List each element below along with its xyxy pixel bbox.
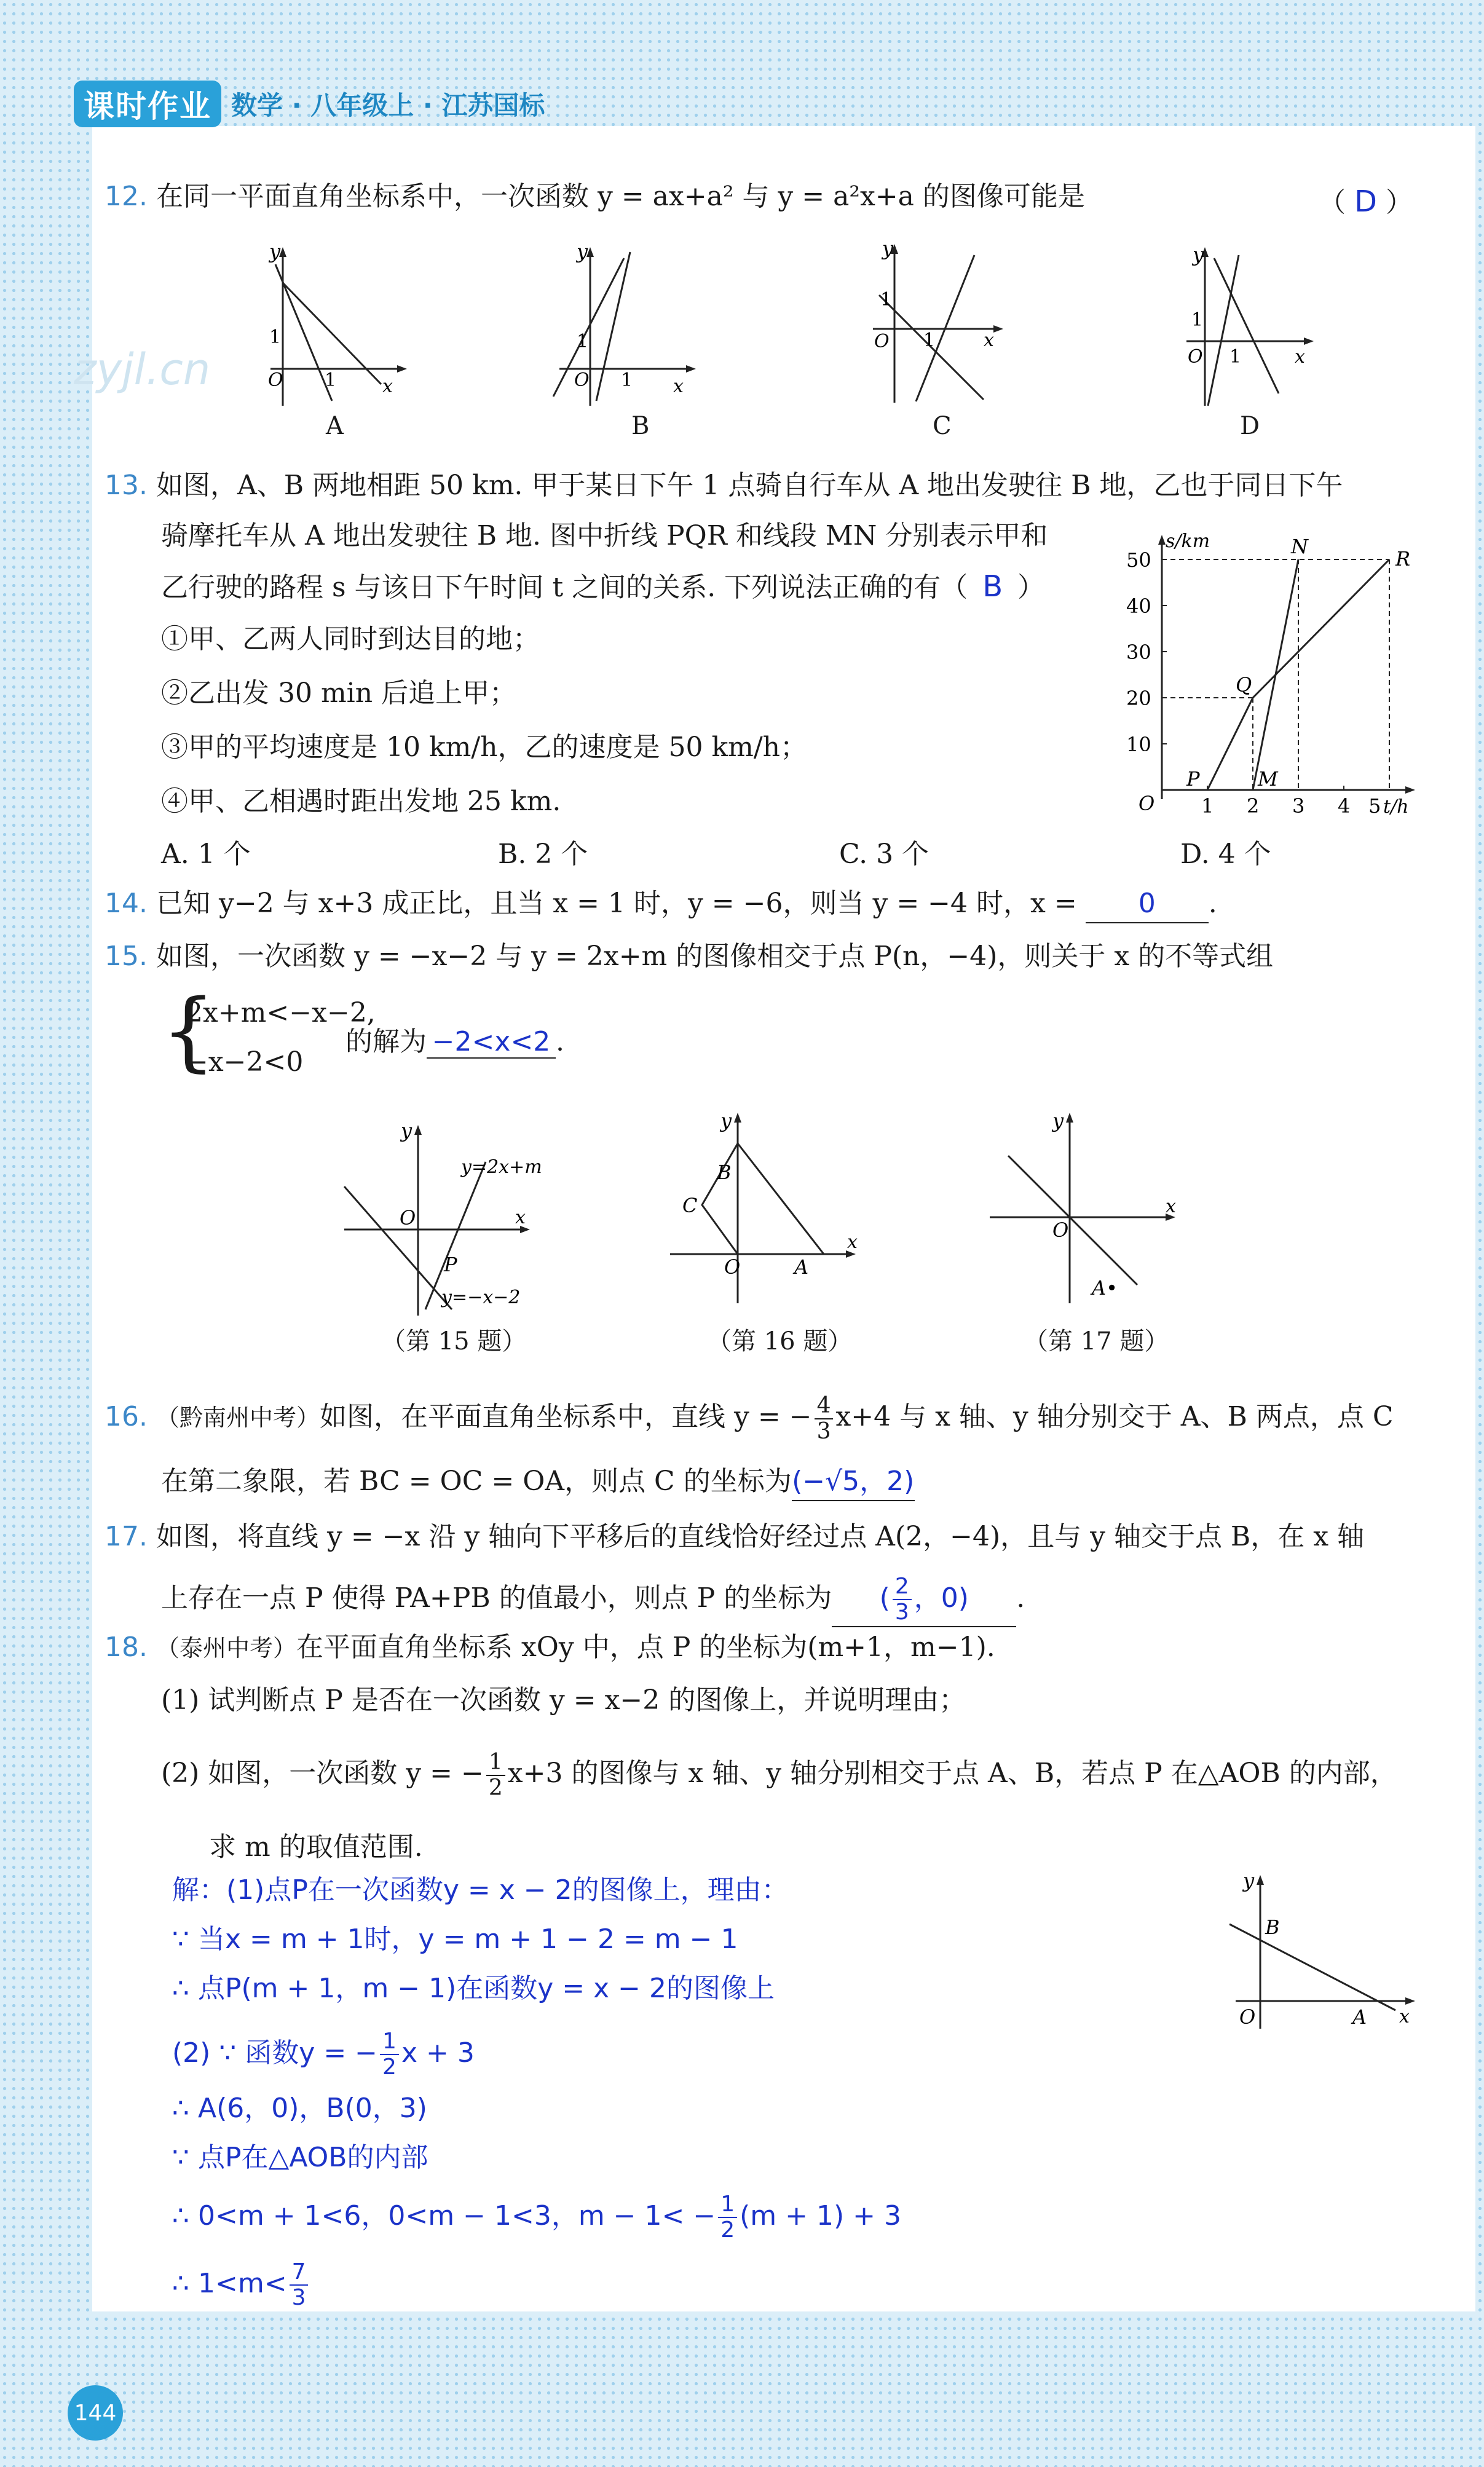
q13-choice-d: D. 4 个: [1180, 839, 1271, 870]
q15-mid-text: 的解为: [345, 1026, 427, 1057]
q13-xtick-2: 2: [1247, 794, 1260, 818]
q12-graph-a: [264, 240, 418, 418]
q15-answer: −2<x<2: [432, 1026, 551, 1057]
q12-answer: D: [1354, 184, 1377, 219]
solution-frac-4: [380, 2029, 399, 2080]
q12-option-b: B: [631, 412, 650, 440]
solution-line-7: [172, 2185, 901, 2247]
solution-line-4a: (2) ∵ 函数y = −: [172, 2037, 378, 2069]
q18-part2-c: 求 m 的取值范围.: [209, 1831, 423, 1863]
q18-point-a: A: [1352, 2005, 1367, 2029]
solution-line-8: [172, 2253, 310, 2315]
svg-text:1: 1: [880, 289, 893, 310]
q16-text-a: 如图，在平面直角坐标系中，直线 y = −: [320, 1401, 812, 1432]
svg-text:O: O: [574, 369, 590, 391]
q15-graph: [332, 1119, 566, 1322]
q14-text: 已知 y−2 与 x+3 成正比，且当 x = 1 时，y = −6，则当 y = −4 时，x =: [156, 888, 1077, 919]
q16-blank: [792, 1463, 915, 1501]
q16-graph: [664, 1107, 885, 1309]
q18-text-1: 在平面直角坐标系 xOy 中，点 P 的坐标为(m+1，m−1).: [296, 1632, 995, 1663]
q16-frac-den: 3: [816, 1418, 831, 1444]
q18-part2-a: (2) 如图，一次函数 y = −: [161, 1758, 484, 1789]
q13-line3: [161, 568, 1044, 606]
q13-ytick-50: 50: [1126, 548, 1151, 572]
q13-choice-b: B. 2 个: [498, 839, 588, 870]
q17-text-1: 如图，将直线 y = −x 沿 y 轴向下平移后的直线恰好经过点 A(2，−4)，且与 y 轴交于点 B，在 x 轴: [156, 1521, 1365, 1552]
q17-origin: O: [1052, 1218, 1069, 1242]
q13-point-m: M: [1258, 767, 1278, 791]
q16-point-a: A: [794, 1255, 809, 1279]
q12-paren-open: （: [1319, 187, 1346, 218]
q15-tail: .: [556, 1026, 564, 1057]
q13-graph: [1125, 529, 1432, 818]
solution-frac-7: [718, 2192, 737, 2243]
q16-text-2: 在第二象限，若 BC = OC = OA，则点 C 的坐标为: [161, 1466, 792, 1497]
q17-y-label: y: [1052, 1109, 1064, 1132]
header: [74, 79, 545, 129]
svg-text:1: 1: [577, 331, 589, 352]
q15-line-label-1: y=2x+m: [461, 1156, 542, 1178]
q17-blank: [832, 1571, 1016, 1627]
q15-x-label: x: [515, 1207, 526, 1228]
q13-number: 13.: [105, 470, 148, 501]
svg-text:1: 1: [1229, 346, 1242, 368]
q13-answer: B: [982, 569, 1003, 604]
q18-part2: [161, 1746, 1397, 1801]
watermark: zyjl.cn: [74, 344, 211, 395]
q13-line1: [105, 467, 1343, 504]
q17-tail: .: [1016, 1582, 1025, 1614]
q13-statement-2: ②乙出发 30 min 后追上甲；: [161, 677, 517, 709]
q13-choice-a: A. 1 个: [161, 839, 251, 870]
svg-text:1: 1: [621, 369, 633, 391]
solution-frac-8-num: 7: [290, 2260, 309, 2286]
solution-line-4: [172, 2023, 475, 2084]
q16-answer: (−√5，2): [792, 1466, 915, 1497]
q17-number: 17.: [105, 1521, 148, 1552]
q12-graph-c: [861, 237, 1020, 415]
solution-frac-8-den: 3: [291, 2285, 306, 2310]
svg-text:y: y: [1193, 243, 1204, 266]
svg-text:O: O: [1188, 346, 1203, 368]
q13-xtick-5: 5: [1368, 794, 1381, 818]
q16-origin: O: [724, 1255, 741, 1279]
fig17-caption: （第 17 题）: [1024, 1327, 1169, 1356]
svg-text:y: y: [269, 240, 281, 263]
q13-xlabel: t/h: [1383, 796, 1409, 818]
q17-point-a: A•: [1092, 1276, 1118, 1300]
q18-origin: O: [1239, 2005, 1256, 2029]
q15-brace: {: [161, 981, 216, 1081]
q17-frac-den: 3: [894, 1600, 909, 1625]
q18-y-label: y: [1243, 1869, 1255, 1892]
svg-text:1: 1: [923, 330, 936, 351]
q16-y-label: y: [720, 1109, 732, 1132]
fig15-caption: （第 15 题）: [381, 1327, 527, 1356]
q13-choice-c: C. 3 个: [839, 839, 929, 870]
q13-text-3: 乙行驶的路程 s 与该日下午时间 t 之间的关系. 下列说法正确的有（: [161, 572, 968, 603]
q18-source: （泰州中考）: [156, 1635, 296, 1662]
q16-frac-num: 4: [815, 1394, 834, 1419]
q12-graph-d: [1174, 240, 1334, 418]
q18-part2-b: x+3 的图像与 x 轴、y 轴分别相交于点 A、B，若点 P 在△AOB 的内部，: [507, 1758, 1397, 1789]
q12-answer-box: [1319, 183, 1413, 221]
q16-stem: [105, 1389, 1394, 1445]
solution-frac-4-den: 2: [382, 2055, 397, 2080]
brand-label: 课时作业: [74, 81, 221, 127]
q15-line-label-2: y=−x−2: [441, 1287, 521, 1308]
solution-frac-8: [290, 2260, 309, 2310]
q13-line2: 骑摩托车从 A 地出发驶往 B 地. 图中折线 PQR 和线段 MN 分别表示甲和: [161, 520, 1048, 551]
q13-ytick-10: 10: [1126, 733, 1151, 756]
solution-line-1: 解：(1)点P在一次函数y = x − 2的图像上，理由：: [172, 1874, 789, 1906]
q13-ylabel: s/km: [1166, 531, 1210, 552]
q15-number: 15.: [105, 941, 148, 972]
solution-line-5: ∴ A(6，0)，B(0，3): [172, 2093, 427, 2124]
q18-frac-num: 1: [486, 1750, 505, 1776]
q17-frac-num: 2: [893, 1574, 912, 1600]
q18-frac-den: 2: [488, 1775, 503, 1801]
q13-paren-close: ）: [1017, 572, 1045, 603]
q15-origin: O: [400, 1206, 416, 1230]
q13-ytick-20: 20: [1126, 687, 1151, 710]
solution-line-4b: x + 3: [401, 2037, 475, 2069]
q12-option-d: D: [1240, 412, 1260, 440]
solution-line-6: ∵ 点P在△AOB的内部: [172, 2142, 428, 2173]
page-number: 144: [68, 2385, 123, 2441]
q13-xtick-1: 1: [1201, 794, 1214, 818]
q12-graph-b: [547, 240, 707, 418]
solution-frac-7-den: 2: [720, 2217, 735, 2243]
q16-point-b: B: [717, 1161, 732, 1184]
logo: [74, 81, 545, 127]
solution-line-3: ∴ 点P(m + 1，m − 1)在函数y = x − 2的图像上: [172, 1973, 775, 2004]
q17-graph: [984, 1107, 1205, 1309]
svg-text:x: x: [984, 330, 994, 351]
q18-number: 18.: [105, 1632, 148, 1663]
q13-text-1: 如图，A、B 两地相距 50 km. 甲于某日下午 1 点骑自行车从 A 地出发驶往 B 地，乙也于同日下午: [156, 470, 1343, 501]
q13-statement-1: ①甲、乙两人同时到达目的地；: [161, 623, 540, 655]
svg-text:y: y: [577, 240, 588, 263]
q13-xtick-4: 4: [1338, 794, 1351, 818]
svg-text:x: x: [382, 376, 393, 397]
q14-number: 14.: [105, 888, 148, 919]
svg-text:x: x: [673, 376, 684, 397]
q15-y-label: y: [401, 1119, 412, 1142]
q13-point-r: R: [1395, 547, 1411, 570]
q17-x-label: x: [1166, 1196, 1176, 1217]
q16-x-label: x: [847, 1231, 858, 1253]
q17-line1: [105, 1518, 1364, 1555]
q18-stem: [105, 1629, 995, 1667]
q12-text: 在同一平面直角坐标系中，一次函数 y = ax+a² 与 y = a²x+a 的图像可能是: [156, 181, 1085, 212]
q13-ytick-40: 40: [1126, 594, 1151, 618]
q13-point-q: Q: [1236, 673, 1252, 697]
svg-text:y: y: [882, 237, 894, 260]
q17-answer-frac: [893, 1574, 912, 1625]
q13-statement-3: ③甲的平均速度是 10 km/h，乙的速度是 50 km/h；: [161, 732, 808, 763]
q12-paren-close: ）: [1385, 187, 1413, 218]
q17-answer-close: ，0): [914, 1582, 969, 1614]
q13-ytick-30: 30: [1126, 641, 1151, 664]
q13-origin: O: [1139, 792, 1155, 815]
svg-text:1: 1: [269, 326, 282, 348]
solution-frac-7-num: 1: [718, 2192, 737, 2218]
q16-number: 16.: [105, 1401, 148, 1432]
q16-fraction: [815, 1394, 834, 1444]
fig16-caption: （第 16 题）: [707, 1327, 853, 1356]
q16-line2: [161, 1463, 915, 1501]
q14: [105, 885, 1217, 923]
q18-part1: (1) 试判断点 P 是否在一次函数 y = x−2 的图像上，并说明理由；: [161, 1684, 966, 1716]
q13-statement-4: ④甲、乙相遇时距出发地 25 km.: [161, 786, 561, 817]
q15-point-p: P: [444, 1253, 457, 1276]
q15-blank: [427, 1026, 556, 1059]
q14-blank: [1086, 885, 1209, 923]
q18-x-label: x: [1399, 2006, 1410, 2027]
q14-answer: 0: [1138, 888, 1156, 919]
solution-frac-4-num: 1: [380, 2029, 399, 2055]
book-subtitle: 数学 · 八年级上 · 江苏国标: [231, 90, 545, 120]
q15-ineq-1: 2x+m<−x−2,: [186, 997, 376, 1028]
solution-line-7a: ∴ 0<m + 1<6，0<m − 1<3，m − 1< −: [172, 2200, 716, 2232]
q16-text-b: x+4 与 x 轴、y 轴分别交于 A、B 两点，点 C: [835, 1401, 1394, 1432]
q15-ineq-2: −x−2<0: [186, 1046, 304, 1078]
q17-text-2: 上存在一点 P 使得 PA+PB 的值最小，则点 P 的坐标为: [161, 1582, 832, 1614]
q17-line2: [161, 1571, 1025, 1627]
q16-point-c: C: [682, 1194, 698, 1217]
q13-xtick-3: 3: [1292, 794, 1305, 818]
solution-line-2: ∵ 当x = m + 1时，y = m + 1 − 2 = m − 1: [172, 1924, 738, 1955]
q12-option-c: C: [933, 412, 952, 440]
q15-result: [345, 1019, 564, 1059]
q13-point-p: P: [1186, 767, 1200, 791]
q15-text: 如图，一次函数 y = −x−2 与 y = 2x+m 的图像相交于点 P(n，−4)，则关于 x 的不等式组: [156, 941, 1274, 972]
svg-text:O: O: [874, 331, 890, 352]
svg-text:1: 1: [325, 369, 337, 391]
q15-stem: [105, 938, 1273, 975]
q12-option-a: A: [326, 412, 344, 440]
q18-point-b: B: [1265, 1916, 1280, 1939]
q18-fraction: [486, 1750, 505, 1801]
q14-tail: .: [1208, 888, 1217, 919]
q12-number: 12.: [105, 181, 148, 212]
svg-text:O: O: [268, 369, 283, 391]
solution-line-7b: (m + 1) + 3: [740, 2200, 902, 2232]
q18-graph: [1223, 1869, 1426, 2035]
solution-line-8a: ∴ 1<m<: [172, 2268, 287, 2299]
q12-stem: [105, 178, 1085, 215]
q13-point-n: N: [1291, 535, 1308, 558]
svg-text:x: x: [1295, 346, 1305, 368]
svg-text:1: 1: [1191, 309, 1204, 331]
q16-source: （黔南州中考）: [156, 1404, 320, 1431]
q17-answer-open: (: [879, 1582, 890, 1614]
